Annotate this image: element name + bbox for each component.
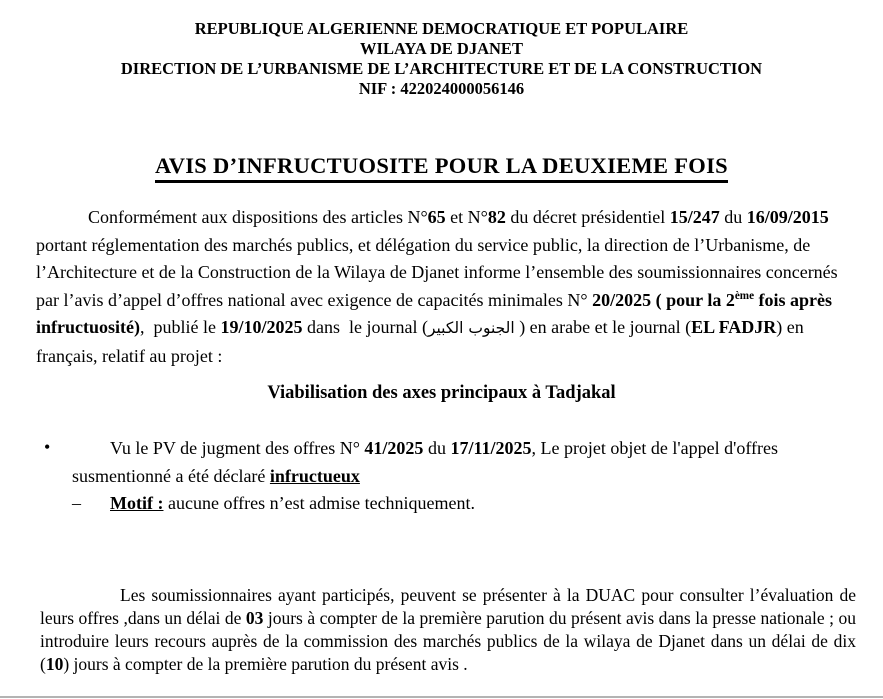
header-republic: REPUBLIQUE ALGERIENNE DEMOCRATIQUE ET POPULAIRE <box>194 19 689 38</box>
text-segment: et N° <box>445 207 488 227</box>
judgment-bullet-item <box>44 435 857 490</box>
text-segment: du <box>719 207 747 227</box>
text-segment: du <box>423 438 451 458</box>
text-segment: pour la 2 <box>666 289 735 310</box>
text-segment: fois après infructuosité) <box>36 289 837 337</box>
text-segment: EL FADJR <box>691 317 777 337</box>
text-segment: Motif : <box>110 493 164 513</box>
bullet-icon: • <box>44 437 51 457</box>
text-segment: 20/2025 <box>592 289 652 310</box>
judgment-text <box>72 438 778 486</box>
text-segment: ) jours à compter de la première parution du présent avis . <box>63 653 468 674</box>
text-segment: ( <box>651 289 667 310</box>
text-segment: 15/247 <box>669 207 720 227</box>
text-segment: infructueux <box>269 465 360 486</box>
header-nif: NIF : 422024000056146 <box>358 79 525 98</box>
text-segment: Vu le PV de jugment des offres N° <box>110 438 365 458</box>
motif-item <box>72 490 857 518</box>
document-header <box>0 0 883 99</box>
text-segment: 16/09/2015 <box>746 207 829 227</box>
text-segment: 82 <box>487 207 506 227</box>
text-segment: 65 <box>427 207 446 227</box>
text-segment: , publié le <box>139 317 221 337</box>
notice-title-text: AVIS D’INFRUCTUOSITE POUR LA DEUXIEME FOIS <box>155 153 728 183</box>
text-segment: ) en français, relatif au projet : <box>36 317 809 366</box>
header-wilaya: WILAYA DE DJANET <box>360 39 523 58</box>
closing-paragraph <box>40 584 856 676</box>
intro-paragraph <box>36 204 857 370</box>
text-segment: aucune offres n’est admise techniquement. <box>163 493 476 513</box>
text-segment: الجنوب الكبير <box>427 319 515 337</box>
text-segment: 10 <box>45 653 64 674</box>
text-segment: 41/2025 <box>364 438 424 458</box>
text-segment: Conformément aux dispositions des articles N° <box>88 207 428 227</box>
text-segment: dans le journal ( <box>302 317 428 337</box>
text-segment: , Le projet objet de l'appel d'offres susmentionné a été déclaré <box>72 438 779 486</box>
dash-icon: – <box>72 493 81 513</box>
text-segment: ème <box>734 289 755 302</box>
text-segment: du décret présidentiel <box>505 207 670 227</box>
text-segment: 19/10/2025 <box>220 317 303 337</box>
text-segment: 17/11/2025 <box>450 438 532 458</box>
project-title: Viabilisation des axes principaux à Tadjakal <box>267 383 616 403</box>
text-segment: jours à compter de la première parution du présent avis dans la presse nationale ; ou introduire leurs recours auprès de la commission des marchés publics de la wilaya de Djanet dans un délai de dix ( <box>40 607 856 674</box>
header-direction: DIRECTION DE L’URBANISME DE L’ARCHITECTURE ET DE LA CONSTRUCTION <box>120 59 763 78</box>
text-segment: portant réglementation des marchés publics, et délégation du service public, la direction de l’Urbanisme, de l’Architecture et de la Construction de la Wilaya de Djanet informe l’ensemble des soumissionnaires concernés par l’avis d’appel d’offres national avec exigence de capacités minimales N° <box>36 207 843 310</box>
motif-text <box>110 493 475 513</box>
text-segment: Les soumissionnaires ayant participés, peuvent se présenter à la DUAC pour consulter l’évaluation de leurs offres ,dans un délai de <box>40 584 856 628</box>
notice-title <box>0 144 883 183</box>
text-segment: ) en arabe et le journal ( <box>514 317 692 337</box>
page-bottom-rule <box>0 696 883 698</box>
text-segment: 03 <box>245 607 264 628</box>
